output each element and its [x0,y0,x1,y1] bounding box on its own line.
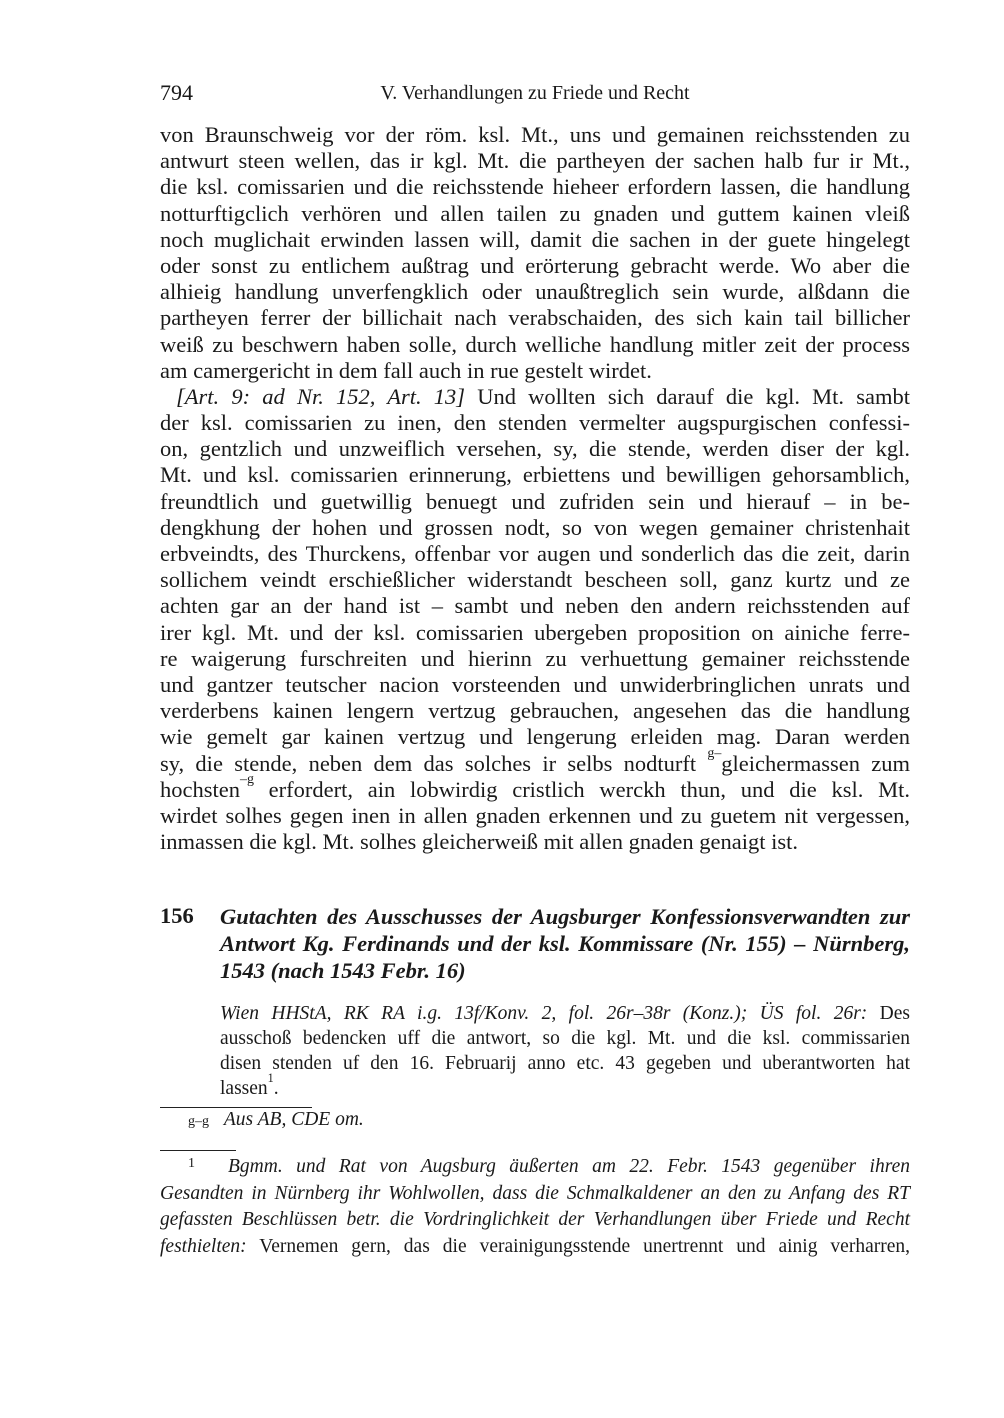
text-line [160,698,910,724]
document-number: 156 [160,903,194,928]
text-segment: . [273,1078,279,1099]
text-segment: notturftigclich verhören und allen tailen zu gnaden und guttem kainen vleiß [160,200,910,226]
text-segment: und gantzer teutscher nacion vorsteenden und unwiderbringlichen unrats und [160,671,910,697]
textual-footnote [188,1109,364,1131]
text-segment: sy, die stende, neben dem das solches ir selbs nodturft [160,750,708,776]
text-line [160,1154,910,1181]
text-segment: gefassten Beschlüssen betr. die Vordringlichkeit der Verhandlungen über Friede und Recht [160,1209,910,1230]
title-line: Antwort Kg. Ferdinands und der ksl. Kommissare (Nr. 155) – Nürnberg, [220,931,910,956]
text-segment: sollichem veindt erschießlicher widerstandt bescheen soll, ganz kurtz und ze [160,567,910,593]
text-segment: re waigerung furschreiten und hierinn zu verhuettung gemainer reichsstende [160,645,910,671]
text-line [220,1071,910,1101]
text-line [160,1181,910,1208]
text-segment: Vernemen gern, das die verainigungsstende unertrennt und ainig verharren, [246,1235,910,1257]
text-segment: Wien HHStA, RK RA i.g. 13f/Konv. 2, fol. 26r–38r (Konz.); ÜS fol. 26r: [220,1003,868,1024]
text-segment: partheyen ferrer der billichait nach verabschaiden, des sich kain tail billicher [160,305,910,331]
superscript-mark: g– [707,745,722,761]
footnote-divider [160,1150,236,1151]
text-line [220,1001,910,1026]
text-line [160,410,910,436]
text-line [160,593,910,619]
text-segment: Gesandten in Nürnberg ihr Wohlwollen, dass die Schmalkaldener an den zu Anfang des RT [160,1182,910,1204]
text-segment: erbveindts, des Thurckens, offenbar vor augen und sonderlich das die zeit, darin [160,541,910,566]
text-line [160,174,910,200]
text-line [160,515,910,541]
text-line [160,541,910,567]
text-segment: festhielten: [160,1235,247,1257]
text-line [160,384,910,410]
document-title [220,903,910,984]
page-number: 794 [160,80,193,105]
text-segment: freundtlich und guetwillig benuegt und zufriden sein und hierauf – in be- [160,488,910,514]
title-line: 1543 (nach 1543 Febr. 16) [220,958,466,983]
text-segment: Und wollten sich darauf die kgl. Mt. sambt [465,383,910,409]
text-line [160,305,910,331]
text-line [160,672,910,698]
text-segment: der ksl. comissarien zu inen, den stenden vermelter augspurgischen confessi- [160,410,910,436]
text-line [160,253,910,279]
text-segment: dengkhung der hohen und grossen nodt, so von wegen gemainer christenhait [160,514,910,540]
text-line [160,829,910,855]
text-line [160,771,910,803]
text-segment: die ksl. comissarien und die reichsstende hieheer erfordern lassen, die handlung [160,174,910,200]
text-segment: antwurt steen wellen, das ir kgl. Mt. die partheyen der sachen halb fur ir Mt., [160,148,910,174]
text-line [160,1207,910,1234]
text-line [160,332,910,358]
text-line [160,567,910,593]
text-segment: irer kgl. Mt. und der ksl. comissarien ubergeben proposition on ainiche ferre- [160,619,910,645]
title-line: Gutachten des Ausschusses der Augsburger Konfessionsverwandten zur [220,904,910,929]
text-segment: alhieig handlung unverfengklich oder unaußtreglich sein wurde, alßdann die [160,279,910,305]
text-line [160,745,910,777]
text-segment: wirdet solhes gegen inen in allen gnaden erkennen und zu guetem nit vergessen, [160,802,910,828]
footnote-text: Aus AB, CDE om. [223,1109,364,1130]
text-line [220,1051,910,1076]
text-segment: wie gemelt gar kainen vertzug und lengerung erleiden mag. Daran werden [160,724,910,750]
text-segment: von Braunschweig vor der röm. ksl. Mt., uns und gemainen reichsstenden zu [160,122,910,147]
text-segment: disen stenden uf den 16. Februarij anno etc. 43 gegeben und uberantworten hat [220,1053,910,1074]
source-description [220,1001,910,1101]
text-segment: Mt. und ksl. comissarien erinnerung, erbiettens und bewilligen gehorsamblich, [160,462,910,488]
text-segment: inmassen die kgl. Mt. solhes gleicherweiß mit allen gnaden genaigt ist. [160,829,798,855]
text-segment: lassen [220,1078,268,1099]
text-line [160,1234,910,1261]
text-segment: hochsten [160,776,240,802]
text-line [160,620,910,646]
text-line [160,436,910,462]
text-segment: verderbens kainen lengern vertzug gebrauchen, angesehen das die handlung [160,698,910,724]
text-line [160,358,910,384]
text-segment: [Art. 9: ad Nr. 152, Art. 13] [176,383,466,409]
footnote-mark: g–g [188,1114,209,1129]
text-line [160,122,910,148]
superscript-mark: –g [239,771,254,787]
text-segment: on, gentzlich und unzweiflich versehen, sy, die stende, werden diser der kgl. [160,436,910,462]
body-text [160,122,910,855]
running-title: V. Verhandlungen zu Friede und Recht [380,82,690,104]
text-segment: weiß zu beschwern haben solle, durch welliche handlung mitler zeit der process [160,331,910,357]
text-segment: erfordert, ain lobwirdig cristlich werckh thun, und die ksl. Mt. [253,776,910,802]
text-line [160,646,910,672]
text-segment: am camergericht in dem fall auch in rue gestelt wirdet. [160,357,652,383]
text-segment: oder sonst zu entlichem außtrag und erörterung gebracht werde. Wo aber die [160,252,910,278]
text-segment: ausschoß bedencken uff die antwort, so die kgl. Mt. und die ksl. commissarien [220,1028,910,1049]
text-line [160,148,910,174]
text-segment: achten gar an der hand ist – sambt und neben den andern reichsstenden auf [160,593,910,619]
text-segment: gleichermassen zum [721,750,910,776]
text-line [160,462,910,488]
text-line [160,489,910,515]
footnote-divider [160,1107,312,1108]
text-segment: Des [867,1003,910,1024]
text-line [160,724,910,750]
text-line [160,803,910,829]
superscript-mark: 1 [267,1071,274,1085]
footnote-mark: 1 [188,1156,195,1171]
text-segment: Bgmm. und Rat von Augsburg äußerten am 22. Febr. 1543 gegenüber ihren [228,1156,910,1177]
text-line [160,227,910,253]
text-segment: noch muglichait erwinden lassen will, damit die sachen in der guete hingelegt [160,226,910,252]
text-line [220,1026,910,1051]
factual-footnote [160,1154,910,1260]
text-line [160,279,910,305]
text-line [160,201,910,227]
